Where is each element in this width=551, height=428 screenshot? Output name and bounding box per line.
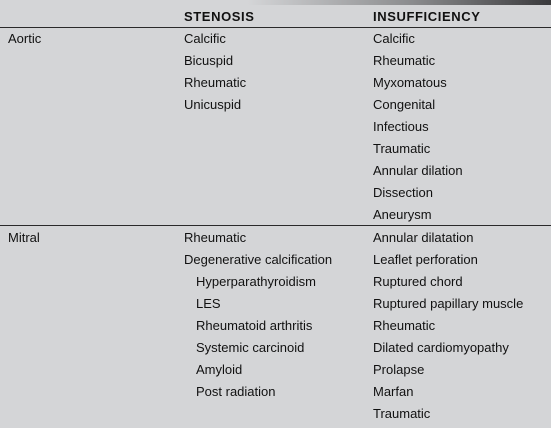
- list-item: Aneurysm: [373, 207, 432, 222]
- list-item: Post radiation: [196, 384, 276, 399]
- list-item: Rheumatic: [184, 230, 247, 245]
- header-insufficiency: INSUFFICIENCY: [373, 9, 481, 24]
- aortic-insufficiency-list: [373, 31, 463, 229]
- list-item: Unicuspid: [184, 97, 242, 112]
- list-item: Traumatic: [373, 406, 431, 421]
- list-item: Dilated cardiomyopathy: [373, 340, 509, 355]
- table-row-mitral: [0, 226, 551, 423]
- list-item: Rheumatic: [373, 318, 436, 333]
- aortic-stenosis-list: [184, 31, 246, 119]
- list-item: LES: [196, 296, 221, 311]
- mitral-insufficiency-list: [373, 230, 523, 428]
- list-item: Marfan: [373, 384, 414, 399]
- list-item: Annular dilation: [373, 163, 463, 178]
- list-item: Traumatic: [373, 141, 431, 156]
- list-item: Bicuspid: [184, 53, 234, 68]
- list-item: Myxomatous: [373, 75, 447, 90]
- mitral-stenosis-list: [184, 230, 332, 406]
- valve-label-mitral: Mitral: [8, 230, 40, 245]
- list-item: Ruptured chord: [373, 274, 463, 289]
- list-item: Rheumatic: [184, 75, 247, 90]
- list-item: Annular dilatation: [373, 230, 474, 245]
- list-item: Ruptured papillary muscle: [373, 296, 524, 311]
- list-item: Calcific: [184, 31, 226, 46]
- list-item: Leaflet perforation: [373, 252, 478, 267]
- header-stenosis: STENOSIS: [184, 9, 255, 24]
- list-item: Congenital: [373, 97, 436, 112]
- table-row-aortic: [0, 27, 551, 226]
- list-item: Infectious: [373, 119, 429, 134]
- list-item: Rheumatic: [373, 53, 436, 68]
- list-item: Amyloid: [196, 362, 243, 377]
- valve-label-aortic: Aortic: [8, 31, 42, 46]
- list-item: Prolapse: [373, 362, 425, 377]
- list-item: Dissection: [373, 185, 433, 200]
- table-header: [0, 5, 551, 28]
- list-item: Systemic carcinoid: [196, 340, 305, 355]
- list-item: Hyperparathyroidism: [196, 274, 316, 289]
- list-item: Calcific: [373, 31, 415, 46]
- list-item: Degenerative calcification: [184, 252, 333, 267]
- list-item: Rheumatoid arthritis: [196, 318, 313, 333]
